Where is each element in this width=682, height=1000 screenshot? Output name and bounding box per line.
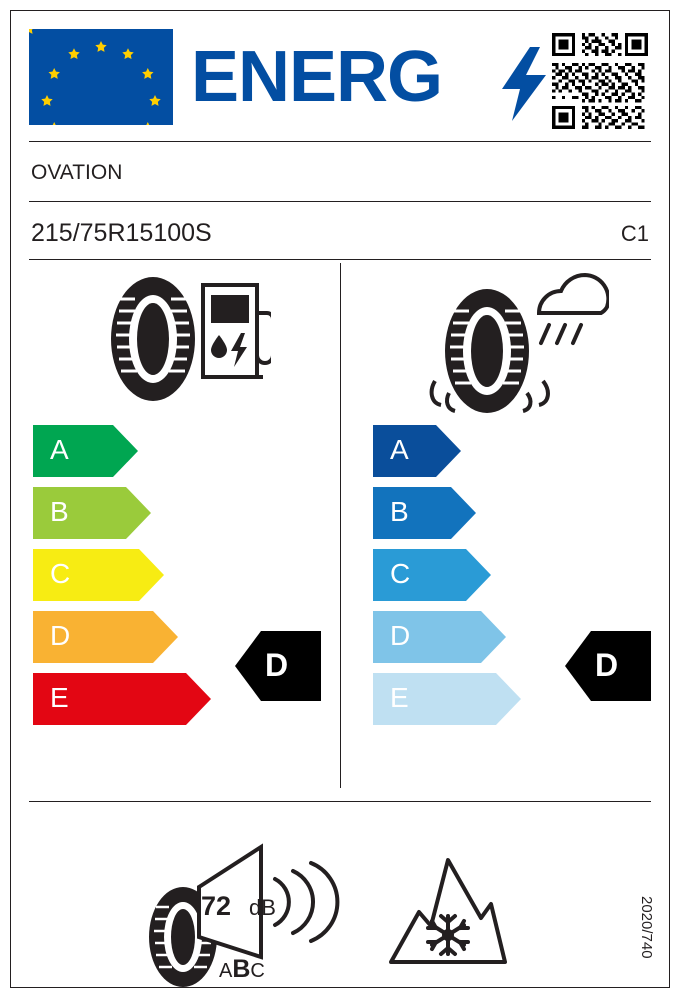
wet-grade-c [373, 549, 673, 601]
wet-grade-a-letter: A [390, 434, 409, 465]
fuel-grade-e-letter: E [50, 682, 69, 713]
divider-2 [29, 201, 651, 202]
wet-grade-e-letter: E [390, 682, 409, 713]
divider-3 [29, 259, 651, 260]
page-title: ENERG [191, 37, 443, 117]
label-header [11, 11, 669, 133]
wet-result-letter: D [595, 647, 619, 683]
fuel-result-arrow [235, 631, 321, 701]
lightning-bolt-icon [502, 47, 548, 126]
fuel-result-letter: D [265, 647, 289, 683]
energy-label [10, 10, 670, 988]
wet-grade-a [373, 425, 673, 477]
noise-class-c: C [250, 960, 265, 982]
wet-grade-d-letter: D [390, 620, 411, 651]
divider-4 [29, 801, 651, 802]
wet-result-arrow [565, 631, 651, 701]
noise-class-scale [219, 955, 265, 984]
brand-name: OVATION [31, 161, 123, 184]
fuel-grade-a [33, 425, 333, 477]
tyre-rain-cloud-icon [419, 273, 609, 428]
fuel-grade-a-letter: A [50, 434, 69, 465]
noise-class-b: B [232, 955, 251, 983]
tyre-size: 215/75R15100S [31, 219, 212, 247]
noise-class-a: A [219, 960, 233, 982]
noise-value: 72 [201, 891, 232, 921]
wet-grade-b [373, 487, 673, 539]
fuel-grade-b [33, 487, 333, 539]
tyre-class: C1 [620, 221, 649, 246]
date-code: 2020/740 [638, 896, 655, 959]
fuel-grade-c [33, 549, 333, 601]
three-peak-mountain-snowflake-icon [389, 856, 507, 971]
fuel-grade-b-letter: B [50, 496, 69, 527]
tyre-fuel-pump-icon [91, 273, 271, 410]
wet-grade-b-letter: B [390, 496, 409, 527]
vertical-divider [340, 263, 341, 788]
eu-flag-icon [29, 29, 173, 125]
wet-grade-c-letter: C [390, 558, 411, 589]
noise-unit: dB [249, 895, 276, 920]
fuel-grade-d-letter: D [50, 620, 71, 651]
qr-code-icon [552, 33, 648, 129]
fuel-grade-c-letter: C [50, 558, 71, 589]
divider-1 [29, 141, 651, 142]
